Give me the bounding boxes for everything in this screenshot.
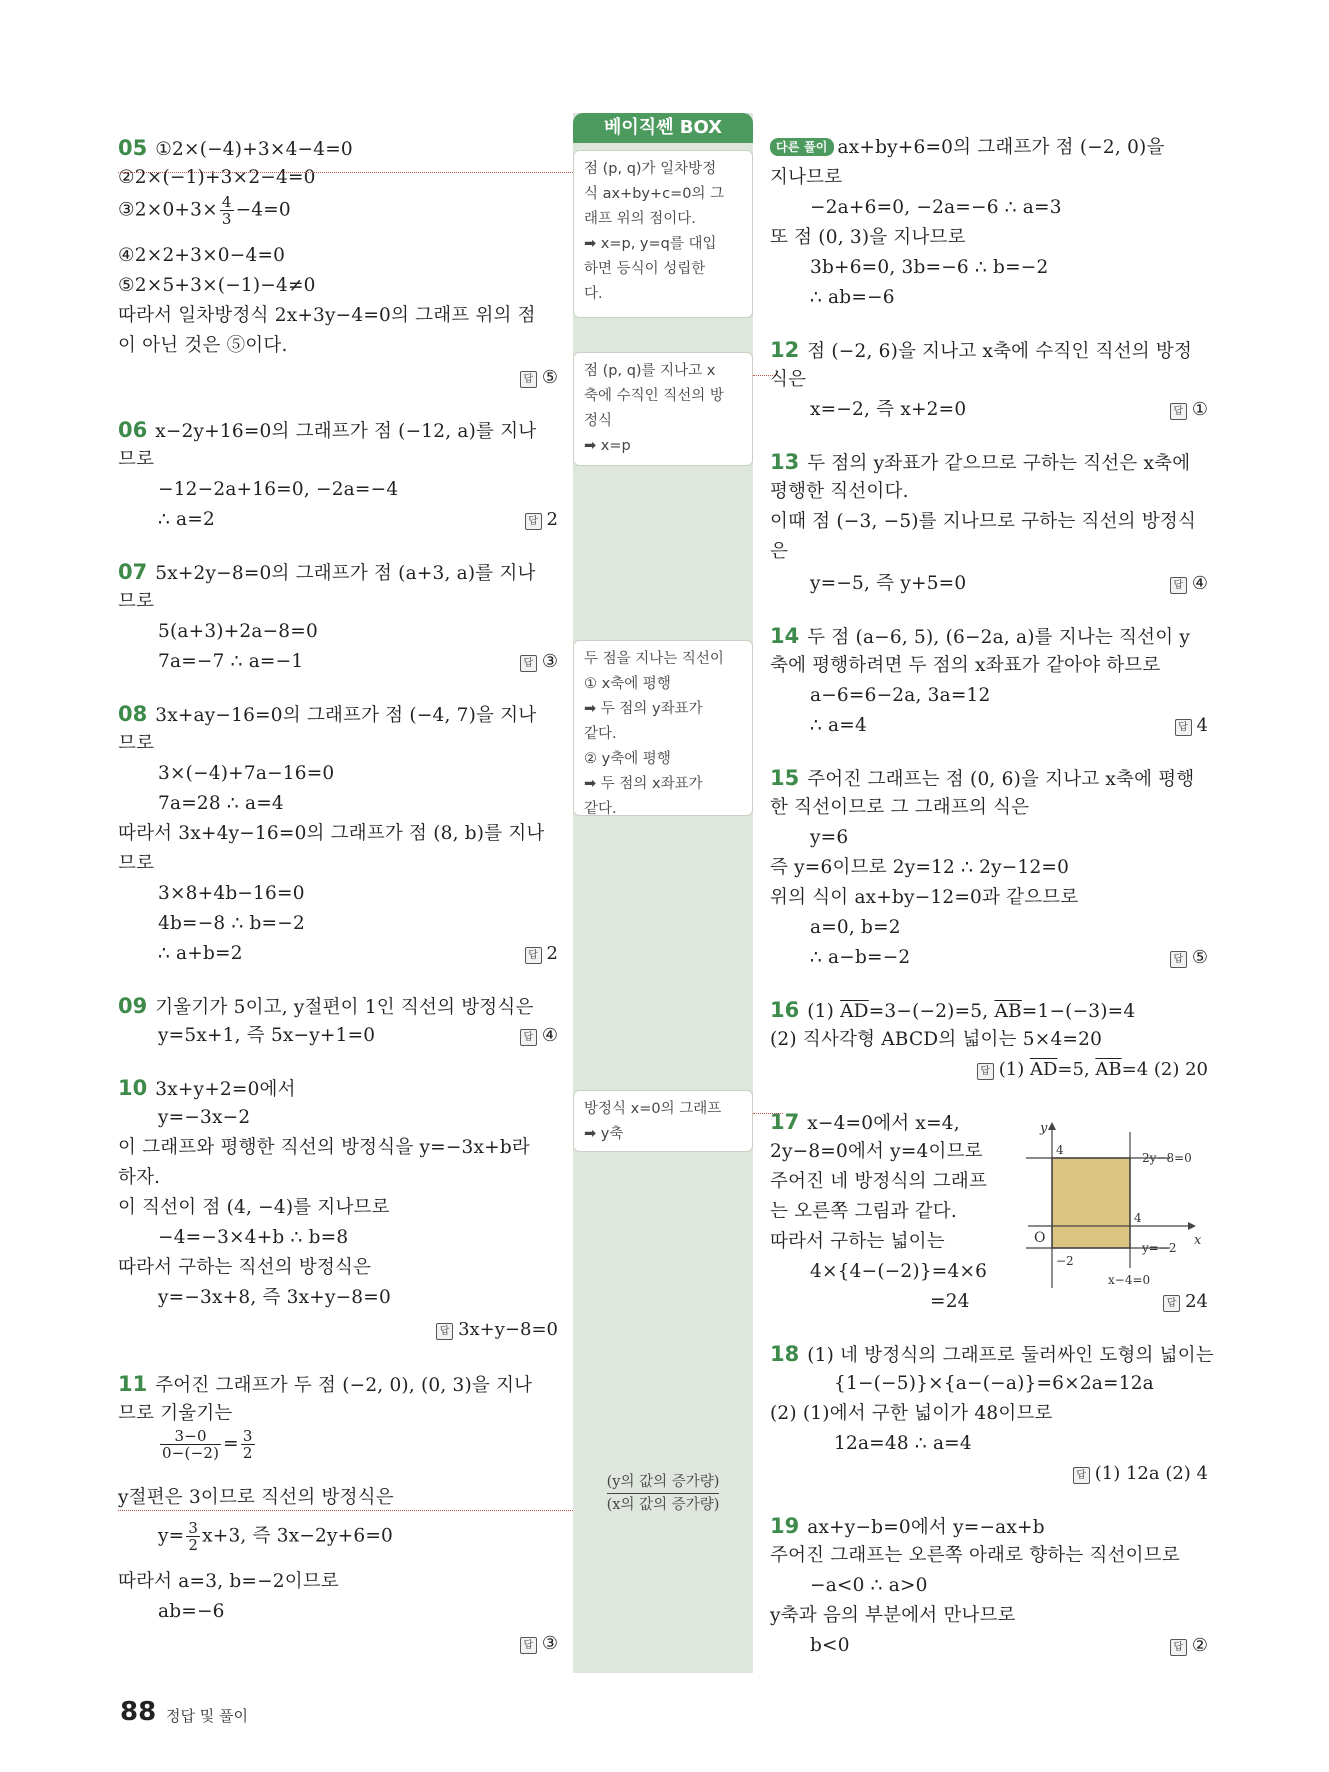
line-text: x−4=0에서 x=4,	[807, 1113, 960, 1134]
page-number: 88	[120, 1697, 157, 1727]
solution-line	[810, 826, 848, 850]
line-label-2y-8: 2y−8=0	[1142, 1151, 1192, 1165]
line-text: ax+y−b=0에서 y=−ax+b	[807, 1517, 1045, 1538]
problem-number: 09	[118, 994, 148, 1018]
line-text: 따라서 구하는 직선의 방정식은	[118, 1257, 372, 1278]
line-text: y절편은 3이므로 직선의 방정식은	[118, 1487, 394, 1508]
solution-line	[810, 256, 1048, 280]
solution-line	[158, 478, 398, 502]
line-text: y축과 음의 부분에서 만나므로	[770, 1605, 1016, 1626]
line-text-after-fraction: −4=0	[235, 199, 291, 221]
line-text: 또 점 (0, 3)을 지나므로	[770, 227, 966, 248]
origin-label: O	[1034, 1230, 1046, 1246]
problem-number: 16	[770, 998, 800, 1022]
problem-number: 18	[770, 1342, 800, 1366]
line-text: ∴ a−b=−2	[810, 947, 911, 968]
answer-value: ④	[541, 1025, 558, 1046]
answer-mark-icon: 답	[1175, 719, 1192, 736]
line-text: y=5x+1, 즉 5x−y+1=0	[158, 1025, 376, 1046]
problem-number: 07	[118, 560, 148, 584]
answer	[770, 1290, 1208, 1314]
solution-line	[770, 1604, 1016, 1628]
answer	[770, 946, 1208, 970]
line-text: =24	[930, 1291, 970, 1312]
solution-line	[158, 882, 305, 906]
answer-mark-icon: 답	[1170, 577, 1187, 594]
tip-line: 다.	[584, 286, 603, 302]
line-text: 3x+ay−16=0의 그래프가 점 (−4, 7)을 지나	[155, 705, 537, 726]
answer	[118, 1318, 558, 1342]
problem-number: 08	[118, 702, 148, 726]
tick-x-4: 4	[1134, 1211, 1142, 1225]
solution-line	[118, 1196, 390, 1220]
page-footer-label: 정답 및 풀이	[166, 1707, 248, 1725]
answer-value: 24	[1185, 1291, 1208, 1312]
solution-line	[118, 304, 536, 328]
solution-line	[834, 1432, 972, 1456]
line-text: 므로	[118, 853, 155, 874]
problem-05-first-line	[118, 136, 353, 162]
connector-line	[753, 375, 775, 376]
answer	[118, 1024, 558, 1048]
line-text: 식은	[770, 369, 807, 390]
area-rectangle	[1052, 1158, 1130, 1248]
solution-line	[770, 540, 788, 564]
fraction-denominator: 0−(−2)	[162, 1444, 220, 1462]
fraction-denominator: 2	[188, 1536, 199, 1554]
answer-value: ⑤	[541, 367, 558, 388]
problem-number: 19	[770, 1514, 800, 1538]
line-text: 2y−8=0에서 y=4이므로	[770, 1141, 983, 1162]
solution-line	[770, 480, 909, 504]
line-text: 따라서 구하는 넓이는	[770, 1231, 945, 1252]
solution-line	[118, 1136, 530, 1160]
tip-line: 점 (p, q)가 일차방정	[584, 161, 717, 177]
line-text: 7a=−7 ∴ a=−1	[158, 651, 304, 672]
problem-15-first-line	[770, 766, 1194, 792]
axis-y-label: y	[1040, 1121, 1048, 1136]
problem-17-graph	[1020, 1118, 1210, 1293]
solution-line	[770, 1544, 1180, 1568]
solution-line	[118, 1166, 160, 1190]
answer-value: ①	[1191, 399, 1208, 420]
line-text: x−2y+16=0의 그래프가 점 (−12, a)를 지나	[155, 421, 537, 442]
solution-line	[158, 1286, 391, 1310]
line-text: (1) $\overline{AD}=3-(-2)=5$, $\overline{AB}=1-(-3)=4$	[807, 1001, 1136, 1022]
problem-number: 14	[770, 624, 800, 648]
connector-line	[118, 172, 573, 173]
line-text: (1) 네 방정식의 그래프로 둘러싸인 도형의 넓이는	[807, 1345, 1214, 1366]
solution-line	[770, 856, 1069, 880]
line-text: ax+by+6=0의 그래프가 점 (−2, 0)을	[837, 137, 1165, 158]
line-text: 즉 y=6이므로 2y=12 ∴ 2y−12=0	[770, 857, 1070, 878]
fraction-numerator: 3−0	[160, 1428, 221, 1445]
line-text: 3×(−4)+7a−16=0	[158, 763, 335, 784]
line-text: 축에 평행하려면 두 점의 x좌표가 같아야 하므로	[770, 655, 1161, 676]
line-text: 7a=28 ∴ a=4	[158, 793, 284, 814]
solution-line	[118, 334, 288, 358]
solution-line	[770, 796, 1029, 820]
answer	[770, 714, 1208, 738]
inline-fraction	[220, 194, 234, 227]
solution-line	[810, 916, 901, 940]
fraction-numerator: 4	[221, 193, 232, 211]
solution-line	[770, 510, 1196, 534]
problem-09-first-line	[118, 994, 534, 1020]
problem-08-first-line	[118, 702, 536, 728]
problem-number: 15	[770, 766, 800, 790]
solution-line	[118, 244, 285, 268]
solution-line	[158, 1428, 257, 1461]
answer	[770, 572, 1208, 596]
solution-line	[158, 1520, 393, 1553]
line-text: ②2×(−1)+3×2−4=0	[118, 167, 316, 188]
line-text: 하자.	[118, 1167, 161, 1188]
solution-line	[118, 590, 154, 614]
solution-line	[118, 1570, 339, 1594]
line-text: 기울기가 5이고, y절편이 1인 직선의 방정식은	[155, 997, 534, 1018]
line-text: 두 점의 y좌표가 같으므로 구하는 직선은 x축에	[807, 453, 1191, 474]
tip-line: 두 점을 지나는 직선이	[584, 651, 724, 667]
fraction-numerator: 3	[242, 1427, 253, 1445]
tip-line: ➡ y축	[584, 1126, 624, 1142]
line-text: 이 아닌 것은 ⑤이다.	[118, 335, 288, 356]
solution-line	[118, 194, 291, 227]
line-text: ∴ a=4	[810, 715, 867, 736]
line-text: ∴ ab=−6	[810, 287, 895, 308]
answer-mark-icon: 답	[520, 1637, 537, 1654]
basic-box-tip-2	[573, 352, 753, 466]
solution-line	[810, 196, 1062, 220]
answer	[770, 398, 1208, 422]
solution-line	[118, 732, 154, 756]
answer-value: 2	[546, 943, 558, 964]
solution-line	[770, 1230, 945, 1254]
answer-mark-icon: 답	[520, 1029, 537, 1046]
line-text: y=−3x−2	[158, 1107, 251, 1128]
line-text: 주어진 그래프는 점 (0, 6)을 지나고 x축에 평행	[807, 769, 1195, 790]
answer-mark-icon: 답	[1073, 1467, 1090, 1484]
line-text: 므로	[118, 591, 155, 612]
tip-line: ② y축에 평행	[584, 751, 671, 767]
answer-mark-icon: 답	[525, 513, 542, 530]
connector-line	[118, 1510, 573, 1511]
problem-18-first-line	[770, 1342, 1214, 1368]
line-text: 따라서 3x+4y−16=0의 그래프가 점 (8, b)를 지나	[118, 823, 545, 844]
solution-line	[770, 1140, 983, 1164]
tip-line: ➡ x=p, y=q를 대입	[584, 236, 717, 252]
tip-line: ① x축에 평행	[584, 676, 671, 692]
answer-mark-icon: 답	[1170, 1639, 1187, 1656]
answer-value: (1) $\overline{AD}=5$, $\overline{AB}=4$ (2) 20	[998, 1059, 1208, 1080]
line-text: 는 오른쪽 그림과 같다.	[770, 1201, 957, 1222]
problem-number: 11	[118, 1372, 148, 1396]
problem-19-first-line	[770, 1514, 1045, 1540]
fraction-numerator: 3	[188, 1519, 199, 1537]
solution-line	[158, 1226, 348, 1250]
solution-line	[810, 684, 990, 708]
line-text: 위의 식이 ax+by−12=0과 같으므로	[770, 887, 1079, 908]
tip-line: ➡ 두 점의 y좌표가	[584, 701, 703, 717]
line-text: y=	[158, 1525, 185, 1547]
line-text: 따라서 a=3, b=−2이므로	[118, 1571, 339, 1592]
tip-line: 하면 등식이 성립한	[584, 261, 706, 277]
solution-line	[118, 1402, 233, 1426]
answer	[118, 650, 558, 674]
line-text: 므로	[118, 449, 155, 470]
line-text: 5(a+3)+2a−8=0	[158, 621, 318, 642]
problem-10-first-line	[118, 1076, 296, 1102]
tip-line: 식 ax+by+c=0의 그	[584, 186, 725, 202]
answer-value: ⑤	[1191, 947, 1208, 968]
line-text: 이때 점 (−3, −5)를 지나므로 구하는 직선의 방정식	[770, 511, 1197, 532]
line-text: −a<0 ∴ a>0	[810, 1575, 928, 1596]
solution-line	[770, 1402, 1053, 1426]
answer-value: 2	[546, 509, 558, 530]
problem-16-first-line	[770, 998, 1135, 1024]
line-text: 점 (−2, 6)을 지나고 x축에 수직인 직선의 방정	[807, 341, 1193, 362]
problem-14-first-line	[770, 624, 1190, 650]
line-text: b<0	[810, 1635, 850, 1656]
line-text: 4b=−8 ∴ b=−2	[158, 913, 305, 934]
line-text: −4=−3×4+b ∴ b=8	[158, 1227, 349, 1248]
solution-line	[118, 822, 545, 846]
solution-line	[770, 1170, 987, 1194]
solution-line	[118, 166, 316, 190]
basic-box-title: 베이직쎈 BOX	[573, 113, 753, 143]
solution-line	[118, 852, 154, 876]
answer	[118, 942, 558, 966]
line-text: ①2×(−4)+3×4−4=0	[155, 139, 353, 160]
line-text: x=−2, 즉 x+2=0	[810, 399, 967, 420]
solution-line	[770, 886, 1078, 910]
line-text: 3×8+4b−16=0	[158, 883, 305, 904]
line-text: 은	[770, 541, 789, 562]
problem-06-first-line	[118, 418, 536, 444]
line-text: 두 점 (a−6, 5), (6−2a, a)를 지나는 직선이 y	[807, 627, 1191, 648]
tip-line: 같다.	[584, 801, 617, 817]
line-text: 이 직선이 점 (4, −4)를 지나므로	[118, 1197, 390, 1218]
basic-box-tip-4	[573, 1090, 753, 1152]
answer-mark-icon: 답	[520, 371, 537, 388]
answer-value: ④	[1191, 573, 1208, 594]
answer-mark-icon: 답	[436, 1323, 453, 1340]
line-text: −2a+6=0, −2a=−6 ∴ a=3	[810, 197, 1062, 218]
line-text: 므로	[118, 733, 155, 754]
line-text: 5x+2y−8=0의 그래프가 점 (a+3, a)를 지나	[155, 563, 536, 584]
solution-line	[770, 166, 842, 190]
line-text: ⑤2×5+3×(−1)−4≠0	[118, 275, 316, 296]
solution-line	[118, 448, 154, 472]
line-text: y=−3x+8, 즉 3x+y−8=0	[158, 1287, 391, 1308]
line-text: {1−(−5)}×{a−(−a)}=6×2a=12a	[834, 1373, 1154, 1394]
line-text: ③2×0+3×	[118, 199, 218, 221]
slope-value-fraction	[241, 1428, 255, 1461]
line-text: a=0, b=2	[810, 917, 901, 938]
solution-line	[770, 654, 1160, 678]
tip-line: 같다.	[584, 726, 617, 742]
equals-sign: =	[223, 1433, 239, 1455]
connector-line	[753, 1113, 783, 1114]
alternate-solution-tag: 다른 풀이	[770, 138, 834, 156]
line-text: 3x+y+2=0에서	[155, 1079, 296, 1100]
line-text: 3b+6=0, 3b=−6 ∴ b=−2	[810, 257, 1049, 278]
basic-box-column	[573, 113, 753, 1673]
line-text: ④2×2+3×0−4=0	[118, 245, 286, 266]
line-text: 주어진 그래프는 오른쪽 아래로 향하는 직선이므로	[770, 1545, 1180, 1566]
solution-line	[158, 620, 318, 644]
line-text: (2) (1)에서 구한 넓이가 48이므로	[770, 1403, 1053, 1424]
tip-line: 정식	[584, 413, 613, 429]
solution-line	[770, 136, 1165, 160]
line-text: 평행한 직선이다.	[770, 481, 909, 502]
solution-line	[158, 1106, 250, 1130]
line-label-x-4: x−4=0	[1108, 1273, 1151, 1287]
tip-line: ➡ 두 점의 x좌표가	[584, 776, 703, 792]
line-text: (2) 직사각형 ABCD의 넓이는 5×4=20	[770, 1029, 1103, 1050]
line-text: a−6=6−2a, 3a=12	[810, 685, 991, 706]
basic-box-tip-5	[573, 1465, 753, 1525]
solution-line	[810, 1260, 987, 1284]
problem-number: 17	[770, 1110, 800, 1134]
problem-number: 10	[118, 1076, 148, 1100]
answer-mark-icon: 답	[1170, 403, 1187, 420]
solution-line	[118, 274, 316, 298]
answer-value: (1) 12a (2) 4	[1094, 1463, 1208, 1484]
line-text: 주어진 그래프가 두 점 (−2, 0), (0, 3)을 지나	[155, 1375, 533, 1396]
answer	[118, 1632, 558, 1656]
problem-number: 05	[118, 136, 148, 160]
basic-box-tip-3	[573, 640, 753, 816]
answer-value: ③	[541, 651, 558, 672]
problem-07-first-line	[118, 560, 536, 586]
answer	[770, 1634, 1208, 1658]
solution-line	[158, 1600, 225, 1624]
line-label-y-neg2: y=−2	[1142, 1241, 1177, 1255]
inline-fraction	[186, 1520, 200, 1553]
line-text: 주어진 네 방정식의 그래프	[770, 1171, 988, 1192]
solution-line	[118, 1256, 371, 1280]
answer-value: 3x+y−8=0	[458, 1319, 558, 1340]
problem-11-first-line	[118, 1372, 532, 1398]
answer-value: ②	[1191, 1635, 1208, 1656]
line-text: y=−5, 즉 y+5=0	[810, 573, 967, 594]
answer	[770, 1058, 1208, 1082]
line-text: ∴ a+b=2	[158, 943, 243, 964]
tip-line: 점 (p, q)를 지나고 x	[584, 363, 716, 379]
line-text: 따라서 일차방정식 2x+3y−4=0의 그래프 위의 점	[118, 305, 536, 326]
solution-line	[158, 792, 284, 816]
answer-value: ③	[541, 1633, 558, 1654]
problem-number: 12	[770, 338, 800, 362]
solution-line	[810, 286, 895, 310]
line-text: 이 그래프와 평행한 직선의 방정식을 y=−3x+b라	[118, 1137, 530, 1158]
problem-number: 06	[118, 418, 148, 442]
line-text: ab=−6	[158, 1601, 225, 1622]
answer	[118, 366, 558, 390]
solution-line	[770, 368, 806, 392]
basic-box-tip-1	[573, 150, 753, 318]
slope-fraction	[160, 1428, 221, 1461]
answer-mark-icon: 답	[525, 947, 542, 964]
tip-line: (x의 값의 증가량)	[606, 1497, 720, 1513]
tick-y-4: 4	[1056, 1143, 1064, 1157]
answer-mark-icon: 답	[977, 1063, 994, 1080]
problem-12-first-line	[770, 338, 1192, 364]
solution-line	[770, 226, 966, 250]
line-text: −12−2a+16=0, −2a=−4	[158, 479, 399, 500]
answer	[118, 508, 558, 532]
tip-line: (y의 값의 증가량)	[607, 1471, 720, 1494]
solution-line	[810, 1574, 928, 1598]
answer-mark-icon: 답	[1170, 951, 1187, 968]
solution-line	[770, 1028, 1102, 1052]
problem-13-first-line	[770, 450, 1190, 476]
tip-line: 방정식 x=0의 그래프	[584, 1101, 722, 1117]
line-text: 므로 기울기는	[118, 1403, 233, 1424]
tick-y-neg2: −2	[1056, 1254, 1074, 1268]
line-text: ∴ a=2	[158, 509, 215, 530]
problem-number: 13	[770, 450, 800, 474]
tip-line: 축에 수직인 직선의 방	[584, 388, 724, 404]
solution-line	[834, 1372, 1154, 1396]
line-text-after-fraction: x+3, 즉 3x−2y+6=0	[202, 1525, 393, 1547]
tip-line: 래프 위의 점이다.	[584, 211, 696, 227]
fraction-denominator: 3	[221, 210, 232, 228]
line-text: 지나므로	[770, 167, 843, 188]
answer-mark-icon: 답	[520, 655, 537, 672]
answer	[770, 1462, 1208, 1486]
fraction-denominator: 2	[242, 1444, 253, 1462]
answer-value: 4	[1196, 715, 1208, 736]
line-text: y=6	[810, 827, 849, 848]
answer-mark-icon: 답	[1163, 1295, 1180, 1312]
line-text: 한 직선이므로 그 그래프의 식은	[770, 797, 1030, 818]
tip-line: ➡ x=p	[584, 438, 631, 454]
problem-17-first-line	[770, 1110, 960, 1136]
solution-line	[158, 912, 305, 936]
axis-x-label: x	[1194, 1233, 1202, 1248]
solution-line	[118, 1486, 394, 1510]
solution-line	[158, 762, 334, 786]
line-text: 12a=48 ∴ a=4	[834, 1433, 972, 1454]
solution-line	[770, 1200, 957, 1224]
line-text: 4×{4−(−2)}=4×6	[810, 1261, 988, 1282]
